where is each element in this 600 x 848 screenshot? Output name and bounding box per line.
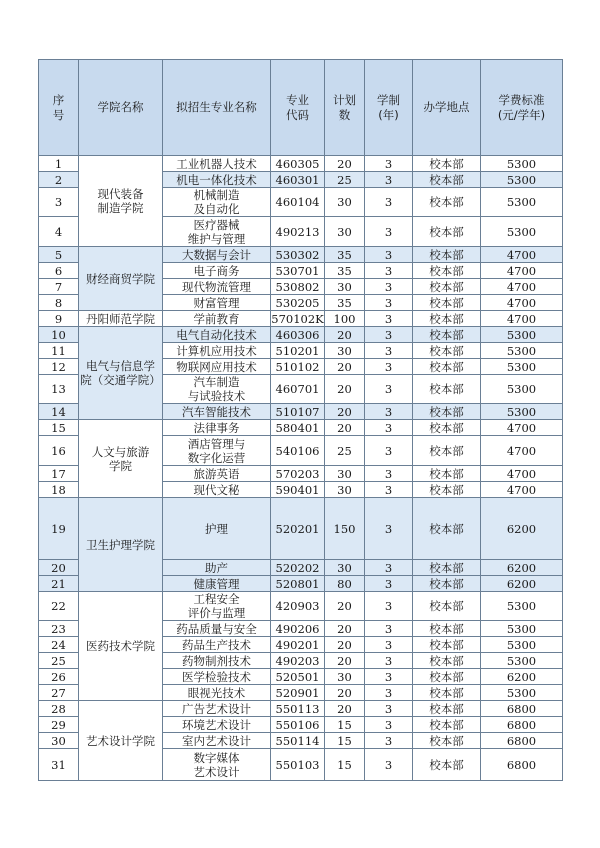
cell-code: 520201 — [271, 498, 325, 560]
cell-code: 420903 — [271, 592, 325, 621]
cell-fee: 6800 — [481, 701, 563, 717]
cell-college: 卫生护理学院 — [79, 498, 163, 592]
cell-fee: 4700 — [481, 482, 563, 498]
cell-fee: 5300 — [481, 375, 563, 404]
cell-fee: 5300 — [481, 592, 563, 621]
cell-seq: 12 — [39, 359, 79, 375]
cell-location: 校本部 — [413, 172, 481, 188]
cell-major: 护理 — [163, 498, 271, 560]
header-college: 学院名称 — [79, 60, 163, 156]
cell-seq: 25 — [39, 653, 79, 669]
cell-seq: 28 — [39, 701, 79, 717]
cell-code: 520901 — [271, 685, 325, 701]
cell-code: 550106 — [271, 717, 325, 733]
cell-plan: 150 — [325, 498, 365, 560]
cell-major: 助产 — [163, 560, 271, 576]
cell-plan: 80 — [325, 576, 365, 592]
cell-plan: 20 — [325, 685, 365, 701]
cell-duration: 3 — [365, 295, 413, 311]
cell-duration: 3 — [365, 466, 413, 482]
cell-major: 机械制造 及自动化 — [163, 188, 271, 217]
cell-duration: 3 — [365, 498, 413, 560]
cell-duration: 3 — [365, 327, 413, 343]
cell-code: 490206 — [271, 621, 325, 637]
cell-major: 电子商务 — [163, 263, 271, 279]
cell-location: 校本部 — [413, 749, 481, 781]
header-fee: 学费标准 (元/学年) — [481, 60, 563, 156]
cell-plan: 20 — [325, 420, 365, 436]
cell-college: 财经商贸学院 — [79, 247, 163, 311]
cell-seq: 5 — [39, 247, 79, 263]
cell-fee: 5300 — [481, 156, 563, 172]
cell-code: 490213 — [271, 217, 325, 247]
cell-location: 校本部 — [413, 156, 481, 172]
cell-location: 校本部 — [413, 343, 481, 359]
cell-fee: 5300 — [481, 172, 563, 188]
cell-college: 医药技术学院 — [79, 592, 163, 701]
cell-major: 旅游英语 — [163, 466, 271, 482]
cell-duration: 3 — [365, 156, 413, 172]
cell-code: 510102 — [271, 359, 325, 375]
cell-plan: 20 — [325, 327, 365, 343]
cell-plan: 20 — [325, 359, 365, 375]
cell-major: 财富管理 — [163, 295, 271, 311]
cell-seq: 15 — [39, 420, 79, 436]
cell-plan: 30 — [325, 669, 365, 685]
cell-plan: 35 — [325, 247, 365, 263]
cell-plan: 25 — [325, 436, 365, 466]
cell-location: 校本部 — [413, 653, 481, 669]
table-row — [39, 498, 563, 560]
cell-fee: 5300 — [481, 685, 563, 701]
cell-code: 520202 — [271, 560, 325, 576]
cell-fee: 5300 — [481, 621, 563, 637]
cell-location: 校本部 — [413, 295, 481, 311]
cell-location: 校本部 — [413, 404, 481, 420]
cell-location: 校本部 — [413, 498, 481, 560]
cell-location: 校本部 — [413, 327, 481, 343]
cell-seq: 14 — [39, 404, 79, 420]
header-duration: 学制 (年) — [365, 60, 413, 156]
cell-duration: 3 — [365, 685, 413, 701]
enrollment-table — [38, 59, 563, 781]
cell-duration: 3 — [365, 482, 413, 498]
header-plan: 计划 数 — [325, 60, 365, 156]
cell-duration: 3 — [365, 247, 413, 263]
cell-seq: 9 — [39, 311, 79, 327]
cell-duration: 3 — [365, 717, 413, 733]
cell-code: 550103 — [271, 749, 325, 781]
cell-plan: 20 — [325, 156, 365, 172]
cell-fee: 6200 — [481, 498, 563, 560]
cell-major: 药品生产技术 — [163, 637, 271, 653]
cell-code: 530701 — [271, 263, 325, 279]
cell-duration: 3 — [365, 592, 413, 621]
cell-plan: 20 — [325, 621, 365, 637]
cell-fee: 5300 — [481, 327, 563, 343]
cell-plan: 20 — [325, 592, 365, 621]
cell-major: 物联网应用技术 — [163, 359, 271, 375]
cell-duration: 3 — [365, 172, 413, 188]
cell-seq: 27 — [39, 685, 79, 701]
cell-college: 现代装备 制造学院 — [79, 156, 163, 247]
cell-major: 计算机应用技术 — [163, 343, 271, 359]
cell-seq: 4 — [39, 217, 79, 247]
table-header-row — [39, 60, 563, 156]
table-row — [39, 327, 563, 343]
cell-seq: 19 — [39, 498, 79, 560]
table-row — [39, 311, 563, 327]
cell-location: 校本部 — [413, 436, 481, 466]
cell-duration: 3 — [365, 217, 413, 247]
cell-seq: 8 — [39, 295, 79, 311]
cell-duration: 3 — [365, 188, 413, 217]
cell-duration: 3 — [365, 701, 413, 717]
cell-code: 590401 — [271, 482, 325, 498]
cell-seq: 17 — [39, 466, 79, 482]
cell-seq: 3 — [39, 188, 79, 217]
cell-code: 490201 — [271, 637, 325, 653]
table-row — [39, 156, 563, 172]
cell-fee: 6200 — [481, 560, 563, 576]
cell-plan: 30 — [325, 466, 365, 482]
cell-code: 530205 — [271, 295, 325, 311]
cell-code: 460301 — [271, 172, 325, 188]
cell-duration: 3 — [365, 576, 413, 592]
cell-code: 580401 — [271, 420, 325, 436]
cell-plan: 20 — [325, 637, 365, 653]
cell-code: 490203 — [271, 653, 325, 669]
cell-code: 520501 — [271, 669, 325, 685]
cell-seq: 30 — [39, 733, 79, 749]
cell-plan: 30 — [325, 217, 365, 247]
cell-code: 520801 — [271, 576, 325, 592]
cell-seq: 10 — [39, 327, 79, 343]
cell-college: 艺术设计学院 — [79, 701, 163, 781]
cell-duration: 3 — [365, 436, 413, 466]
cell-plan: 25 — [325, 172, 365, 188]
cell-duration: 3 — [365, 359, 413, 375]
cell-plan: 20 — [325, 653, 365, 669]
cell-location: 校本部 — [413, 375, 481, 404]
table-body — [39, 156, 563, 781]
cell-major: 学前教育 — [163, 311, 271, 327]
cell-location: 校本部 — [413, 733, 481, 749]
cell-location: 校本部 — [413, 217, 481, 247]
cell-fee: 4700 — [481, 295, 563, 311]
cell-plan: 35 — [325, 263, 365, 279]
cell-location: 校本部 — [413, 482, 481, 498]
cell-duration: 3 — [365, 343, 413, 359]
cell-major: 医疗器械 维护与管理 — [163, 217, 271, 247]
cell-duration: 3 — [365, 560, 413, 576]
cell-seq: 18 — [39, 482, 79, 498]
cell-major: 健康管理 — [163, 576, 271, 592]
cell-code: 550113 — [271, 701, 325, 717]
cell-location: 校本部 — [413, 359, 481, 375]
cell-duration: 3 — [365, 653, 413, 669]
cell-code: 460306 — [271, 327, 325, 343]
cell-code: 510201 — [271, 343, 325, 359]
cell-plan: 20 — [325, 701, 365, 717]
table-row — [39, 701, 563, 717]
cell-major: 酒店管理与 数字化运营 — [163, 436, 271, 466]
cell-major: 机电一体化技术 — [163, 172, 271, 188]
cell-plan: 30 — [325, 343, 365, 359]
cell-location: 校本部 — [413, 188, 481, 217]
cell-fee: 6800 — [481, 717, 563, 733]
cell-fee: 6200 — [481, 669, 563, 685]
cell-fee: 5300 — [481, 217, 563, 247]
cell-seq: 6 — [39, 263, 79, 279]
cell-duration: 3 — [365, 311, 413, 327]
cell-major: 汽车智能技术 — [163, 404, 271, 420]
cell-code: 530802 — [271, 279, 325, 295]
cell-fee: 6200 — [481, 576, 563, 592]
cell-seq: 16 — [39, 436, 79, 466]
cell-fee: 5300 — [481, 637, 563, 653]
cell-location: 校本部 — [413, 263, 481, 279]
cell-seq: 21 — [39, 576, 79, 592]
cell-code: 460701 — [271, 375, 325, 404]
cell-duration: 3 — [365, 375, 413, 404]
cell-location: 校本部 — [413, 637, 481, 653]
cell-major: 大数据与会计 — [163, 247, 271, 263]
header-seq: 序 号 — [39, 60, 79, 156]
cell-location: 校本部 — [413, 279, 481, 295]
cell-plan: 15 — [325, 749, 365, 781]
header-code: 专业 代码 — [271, 60, 325, 156]
cell-seq: 20 — [39, 560, 79, 576]
cell-fee: 4700 — [481, 466, 563, 482]
cell-college: 人文与旅游 学院 — [79, 420, 163, 498]
cell-seq: 2 — [39, 172, 79, 188]
cell-location: 校本部 — [413, 466, 481, 482]
cell-plan: 20 — [325, 375, 365, 404]
cell-code: 570102K — [271, 311, 324, 326]
cell-fee: 5300 — [481, 343, 563, 359]
cell-plan: 30 — [325, 560, 365, 576]
cell-location: 校本部 — [413, 576, 481, 592]
cell-seq: 26 — [39, 669, 79, 685]
cell-seq: 22 — [39, 592, 79, 621]
cell-college: 电气与信息学 院（交通学院） — [79, 327, 163, 420]
cell-plan: 20 — [325, 404, 365, 420]
cell-seq: 31 — [39, 749, 79, 781]
cell-fee: 4700 — [481, 247, 563, 263]
cell-fee: 6800 — [481, 749, 563, 781]
cell-code: 460104 — [271, 188, 325, 217]
cell-major: 医学检验技术 — [163, 669, 271, 685]
cell-duration: 3 — [365, 420, 413, 436]
cell-seq: 29 — [39, 717, 79, 733]
cell-major: 汽车制造 与试验技术 — [163, 375, 271, 404]
cell-plan: 30 — [325, 482, 365, 498]
cell-duration: 3 — [365, 404, 413, 420]
cell-plan: 30 — [325, 279, 365, 295]
cell-plan: 15 — [325, 733, 365, 749]
cell-major: 电气自动化技术 — [163, 327, 271, 343]
table-row — [39, 247, 563, 263]
cell-major: 工业机器人技术 — [163, 156, 271, 172]
cell-duration: 3 — [365, 621, 413, 637]
cell-code: 550114 — [271, 733, 325, 749]
cell-major: 法律事务 — [163, 420, 271, 436]
cell-major: 环境艺术设计 — [163, 717, 271, 733]
header-major: 拟招生专业名称 — [163, 60, 271, 156]
cell-location: 校本部 — [413, 311, 481, 327]
cell-fee: 4700 — [481, 436, 563, 466]
cell-location: 校本部 — [413, 247, 481, 263]
cell-duration: 3 — [365, 263, 413, 279]
cell-major: 广告艺术设计 — [163, 701, 271, 717]
cell-seq: 7 — [39, 279, 79, 295]
cell-location: 校本部 — [413, 717, 481, 733]
cell-fee: 4700 — [481, 279, 563, 295]
cell-major: 数字媒体 艺术设计 — [163, 749, 271, 781]
cell-code: 540106 — [271, 436, 325, 466]
cell-duration: 3 — [365, 749, 413, 781]
cell-seq: 1 — [39, 156, 79, 172]
cell-location: 校本部 — [413, 592, 481, 621]
cell-location: 校本部 — [413, 420, 481, 436]
cell-major: 工程安全 评价与监理 — [163, 592, 271, 621]
cell-major: 眼视光技术 — [163, 685, 271, 701]
cell-fee: 6800 — [481, 733, 563, 749]
cell-fee: 5300 — [481, 653, 563, 669]
cell-duration: 3 — [365, 279, 413, 295]
cell-fee: 5300 — [481, 359, 563, 375]
cell-major: 药物制剂技术 — [163, 653, 271, 669]
cell-code: 570203 — [271, 466, 325, 482]
cell-plan: 100 — [325, 311, 365, 327]
cell-major: 室内艺术设计 — [163, 733, 271, 749]
cell-college: 丹阳师范学院 — [79, 311, 163, 327]
cell-code: 530302 — [271, 247, 325, 263]
cell-duration: 3 — [365, 669, 413, 685]
cell-major: 药品质量与安全 — [163, 621, 271, 637]
cell-code: 460305 — [271, 156, 325, 172]
table-row — [39, 420, 563, 436]
cell-plan: 15 — [325, 717, 365, 733]
cell-duration: 3 — [365, 733, 413, 749]
cell-location: 校本部 — [413, 685, 481, 701]
cell-seq: 24 — [39, 637, 79, 653]
cell-seq: 23 — [39, 621, 79, 637]
cell-plan: 35 — [325, 295, 365, 311]
cell-location: 校本部 — [413, 621, 481, 637]
cell-location: 校本部 — [413, 669, 481, 685]
cell-fee: 5300 — [481, 404, 563, 420]
cell-fee: 5300 — [481, 188, 563, 217]
cell-fee: 4700 — [481, 420, 563, 436]
cell-code: 510107 — [271, 404, 325, 420]
cell-major: 现代文秘 — [163, 482, 271, 498]
cell-fee: 4700 — [481, 311, 563, 327]
header-location: 办学地点 — [413, 60, 481, 156]
cell-location: 校本部 — [413, 560, 481, 576]
cell-major: 现代物流管理 — [163, 279, 271, 295]
cell-duration: 3 — [365, 637, 413, 653]
cell-seq: 13 — [39, 375, 79, 404]
cell-location: 校本部 — [413, 701, 481, 717]
cell-seq: 11 — [39, 343, 79, 359]
table-row — [39, 592, 563, 621]
cell-fee: 4700 — [481, 263, 563, 279]
cell-plan: 30 — [325, 188, 365, 217]
